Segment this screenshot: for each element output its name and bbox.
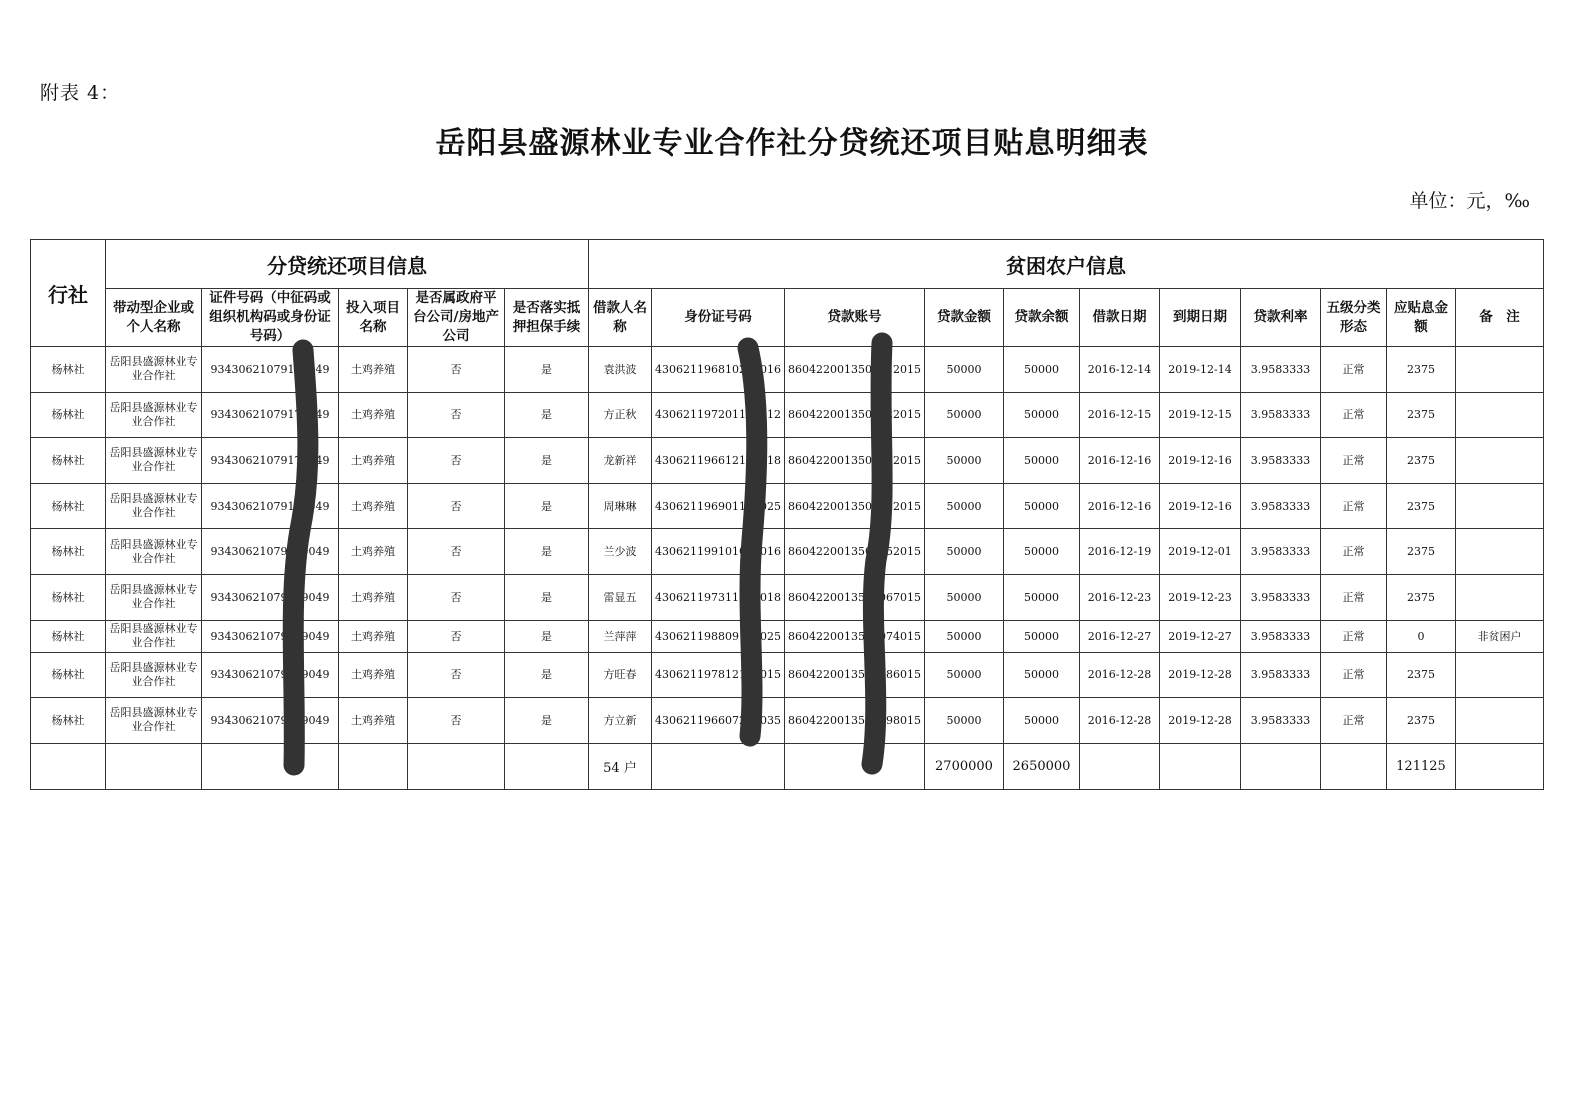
cell-due-date: 2019-12-14: [1159, 347, 1240, 393]
cell-cert-no: 93430621079179049: [202, 438, 339, 484]
cell-collateral: 是: [505, 620, 589, 652]
cell-gov-platform: 否: [408, 347, 505, 393]
cell-loan-balance: 50000: [1003, 698, 1079, 744]
cell-loan-balance: 50000: [1003, 529, 1079, 575]
header-loan-date: 借款日期: [1079, 289, 1159, 347]
cell-classification: 正常: [1320, 574, 1386, 620]
cell-rate: 3.9583333: [1240, 392, 1320, 438]
cell-project: 土鸡养殖: [339, 574, 408, 620]
cell-loan-amount: 50000: [924, 620, 1003, 652]
cell-account: 8604220013500067015: [785, 574, 925, 620]
cell-borrower: 袁洪波: [589, 347, 652, 393]
totals-empty: [652, 743, 785, 789]
table-row: [31, 620, 1544, 652]
totals-empty: [202, 743, 339, 789]
totals-empty: [31, 743, 106, 789]
header-subsidy: 应贴息金额: [1386, 289, 1455, 347]
cell-branch: 杨林社: [31, 574, 106, 620]
cell-branch: 杨林社: [31, 483, 106, 529]
cell-loan-amount: 50000: [924, 392, 1003, 438]
totals-loan-amount: 2700000: [924, 743, 1003, 789]
cell-cert-no: 93430621079179049: [202, 620, 339, 652]
cell-company: 岳阳县盛源林业专业合作社: [106, 620, 202, 652]
cell-borrower: 兰萍萍: [589, 620, 652, 652]
appendix-label: 附表 4：: [40, 82, 121, 104]
cell-gov-platform: 否: [408, 529, 505, 575]
cell-collateral: 是: [505, 574, 589, 620]
cell-branch: 杨林社: [31, 529, 106, 575]
cell-id-no: 430621196612121018: [652, 438, 785, 484]
header-branch: 行社: [31, 240, 106, 347]
cell-remark: 非贫困户: [1455, 620, 1543, 652]
header-company: 带动型企业或个人名称: [106, 289, 202, 347]
cell-borrower: 龙新祥: [589, 438, 652, 484]
cell-company: 岳阳县盛源林业专业合作社: [106, 438, 202, 484]
table-row: [31, 438, 1544, 484]
cell-loan-amount: 50000: [924, 652, 1003, 698]
totals-empty: [1240, 743, 1320, 789]
cell-loan-date: 2016-12-28: [1079, 652, 1159, 698]
table-row: [31, 574, 1544, 620]
cell-classification: 正常: [1320, 652, 1386, 698]
cell-rate: 3.9583333: [1240, 529, 1320, 575]
cell-rate: 3.9583333: [1240, 620, 1320, 652]
cell-rate: 3.9583333: [1240, 347, 1320, 393]
cell-gov-platform: 否: [408, 574, 505, 620]
cell-classification: 正常: [1320, 483, 1386, 529]
cell-loan-balance: 50000: [1003, 652, 1079, 698]
header-classification: 五级分类形态: [1320, 289, 1386, 347]
cell-loan-balance: 50000: [1003, 392, 1079, 438]
cell-gov-platform: 否: [408, 392, 505, 438]
cell-rate: 3.9583333: [1240, 483, 1320, 529]
cell-due-date: 2019-12-28: [1159, 698, 1240, 744]
cell-collateral: 是: [505, 652, 589, 698]
cell-collateral: 是: [505, 347, 589, 393]
cell-loan-amount: 50000: [924, 698, 1003, 744]
cell-gov-platform: 否: [408, 483, 505, 529]
cell-collateral: 是: [505, 698, 589, 744]
cell-account: 8604220013500012015: [785, 347, 925, 393]
cell-cert-no: 93430621079179049: [202, 347, 339, 393]
cell-loan-amount: 50000: [924, 347, 1003, 393]
cell-cert-no: 93430621079179049: [202, 483, 339, 529]
cell-rate: 3.9583333: [1240, 438, 1320, 484]
cell-cert-no: 93430621079179049: [202, 652, 339, 698]
cell-project: 土鸡养殖: [339, 620, 408, 652]
header-due-date: 到期日期: [1159, 289, 1240, 347]
cell-id-no: 430621198809120025: [652, 620, 785, 652]
cell-branch: 杨林社: [31, 698, 106, 744]
totals-empty: [106, 743, 202, 789]
cell-due-date: 2019-12-16: [1159, 438, 1240, 484]
cell-borrower: 雷显五: [589, 574, 652, 620]
table-row: [31, 483, 1544, 529]
cell-loan-balance: 50000: [1003, 347, 1079, 393]
cell-subsidy: 2375: [1386, 438, 1455, 484]
cell-remark: [1455, 392, 1543, 438]
cell-cert-no: 93430621079179049: [202, 698, 339, 744]
cell-company: 岳阳县盛源林业专业合作社: [106, 483, 202, 529]
cell-remark: [1455, 652, 1543, 698]
cell-cert-no: 93430621079179049: [202, 574, 339, 620]
cell-collateral: 是: [505, 438, 589, 484]
cell-loan-date: 2016-12-15: [1079, 392, 1159, 438]
header-project-info: 分贷统还项目信息: [106, 240, 589, 289]
cell-account: 8604220013500022015: [785, 392, 925, 438]
totals-empty: [339, 743, 408, 789]
cell-rate: 3.9583333: [1240, 698, 1320, 744]
header-id-no: 身份证号码: [652, 289, 785, 347]
cell-borrower: 方旺春: [589, 652, 652, 698]
totals-empty: [1079, 743, 1159, 789]
cell-loan-date: 2016-12-16: [1079, 438, 1159, 484]
cell-rate: 3.9583333: [1240, 652, 1320, 698]
header-household-info: 贫困农户信息: [589, 240, 1544, 289]
cell-id-no: 430621199101010016: [652, 529, 785, 575]
cell-subsidy: 2375: [1386, 529, 1455, 575]
cell-loan-balance: 50000: [1003, 483, 1079, 529]
cell-classification: 正常: [1320, 620, 1386, 652]
cell-branch: 杨林社: [31, 438, 106, 484]
totals-empty: [505, 743, 589, 789]
cell-remark: [1455, 347, 1543, 393]
cell-subsidy: 2375: [1386, 698, 1455, 744]
cell-company: 岳阳县盛源林业专业合作社: [106, 698, 202, 744]
cell-loan-date: 2016-12-28: [1079, 698, 1159, 744]
cell-subsidy: 2375: [1386, 574, 1455, 620]
cell-id-no: 430621197311130018: [652, 574, 785, 620]
cell-project: 土鸡养殖: [339, 698, 408, 744]
cell-project: 土鸡养殖: [339, 438, 408, 484]
cell-borrower: 方正秋: [589, 392, 652, 438]
cell-remark: [1455, 483, 1543, 529]
totals-empty: [408, 743, 505, 789]
totals-empty: [1320, 743, 1386, 789]
cell-project: 土鸡养殖: [339, 392, 408, 438]
totals-empty: [785, 743, 925, 789]
cell-loan-date: 2016-12-19: [1079, 529, 1159, 575]
cell-gov-platform: 否: [408, 652, 505, 698]
cell-loan-amount: 50000: [924, 483, 1003, 529]
cell-company: 岳阳县盛源林业专业合作社: [106, 652, 202, 698]
totals-empty: [1159, 743, 1240, 789]
cell-loan-amount: 50000: [924, 438, 1003, 484]
cell-collateral: 是: [505, 392, 589, 438]
cell-subsidy: 2375: [1386, 652, 1455, 698]
cell-cert-no: 93430621079179049: [202, 529, 339, 575]
cell-due-date: 2019-12-23: [1159, 574, 1240, 620]
cell-collateral: 是: [505, 483, 589, 529]
cell-cert-no: 93430621079179049: [202, 392, 339, 438]
table-row: [31, 652, 1544, 698]
cell-id-no: 430621196607210035: [652, 698, 785, 744]
totals-row: [31, 743, 1544, 789]
cell-account: 8604220013500042015: [785, 483, 925, 529]
cell-collateral: 是: [505, 529, 589, 575]
cell-due-date: 2019-12-28: [1159, 652, 1240, 698]
page-title: 岳阳县盛源林业专业合作社分贷统还项目贴息明细表: [435, 126, 1149, 161]
cell-remark: [1455, 574, 1543, 620]
header-project: 投入项目名称: [339, 289, 408, 347]
cell-borrower: 方立新: [589, 698, 652, 744]
totals-loan-balance: 2650000: [1003, 743, 1079, 789]
cell-company: 岳阳县盛源林业专业合作社: [106, 392, 202, 438]
cell-loan-date: 2016-12-23: [1079, 574, 1159, 620]
cell-remark: [1455, 529, 1543, 575]
cell-remark: [1455, 698, 1543, 744]
cell-classification: 正常: [1320, 392, 1386, 438]
cell-loan-balance: 50000: [1003, 574, 1079, 620]
cell-loan-date: 2016-12-16: [1079, 483, 1159, 529]
cell-subsidy: 2375: [1386, 347, 1455, 393]
header-gov-platform: 是否属政府平台公司/房地产公司: [408, 289, 505, 347]
unit-label: 单位：元，‰: [1409, 190, 1530, 212]
cell-due-date: 2019-12-27: [1159, 620, 1240, 652]
totals-subsidy: 121125: [1386, 743, 1455, 789]
cell-project: 土鸡养殖: [339, 529, 408, 575]
header-rate: 贷款利率: [1240, 289, 1320, 347]
cell-branch: 杨林社: [31, 620, 106, 652]
table-row: [31, 392, 1544, 438]
cell-branch: 杨林社: [31, 652, 106, 698]
cell-company: 岳阳县盛源林业专业合作社: [106, 529, 202, 575]
table-row: [31, 698, 1544, 744]
cell-loan-amount: 50000: [924, 529, 1003, 575]
cell-due-date: 2019-12-15: [1159, 392, 1240, 438]
cell-project: 土鸡养殖: [339, 652, 408, 698]
cell-borrower: 周琳琳: [589, 483, 652, 529]
cell-id-no: 430621197812120015: [652, 652, 785, 698]
cell-project: 土鸡养殖: [339, 483, 408, 529]
cell-subsidy: 2375: [1386, 392, 1455, 438]
header-cert-no: 证件号码（中征码或组织机构码或身份证号码）: [202, 289, 339, 347]
header-account: 贷款账号: [785, 289, 925, 347]
cell-loan-date: 2016-12-27: [1079, 620, 1159, 652]
cell-id-no: 430621197201102212: [652, 392, 785, 438]
cell-company: 岳阳县盛源林业专业合作社: [106, 347, 202, 393]
cell-company: 岳阳县盛源林业专业合作社: [106, 574, 202, 620]
cell-account: 8604220013500052015: [785, 529, 925, 575]
cell-classification: 正常: [1320, 438, 1386, 484]
cell-loan-amount: 50000: [924, 574, 1003, 620]
header-remark: 备 注: [1455, 289, 1543, 347]
cell-classification: 正常: [1320, 529, 1386, 575]
cell-project: 土鸡养殖: [339, 347, 408, 393]
cell-rate: 3.9583333: [1240, 574, 1320, 620]
table-row: [31, 347, 1544, 393]
cell-due-date: 2019-12-16: [1159, 483, 1240, 529]
totals-empty: [1455, 743, 1543, 789]
cell-account: 8604220013500098015: [785, 698, 925, 744]
header-loan-amount: 贷款金额: [924, 289, 1003, 347]
cell-branch: 杨林社: [31, 347, 106, 393]
cell-subsidy: 0: [1386, 620, 1455, 652]
cell-classification: 正常: [1320, 698, 1386, 744]
cell-classification: 正常: [1320, 347, 1386, 393]
cell-loan-date: 2016-12-14: [1079, 347, 1159, 393]
cell-loan-balance: 50000: [1003, 438, 1079, 484]
header-borrower: 借款人名称: [589, 289, 652, 347]
cell-loan-balance: 50000: [1003, 620, 1079, 652]
header-loan-balance: 贷款余额: [1003, 289, 1079, 347]
cell-id-no: 430621196901150025: [652, 483, 785, 529]
header-collateral: 是否落实抵押担保手续: [505, 289, 589, 347]
cell-account: 8604220013500032015: [785, 438, 925, 484]
cell-gov-platform: 否: [408, 620, 505, 652]
table-row: [31, 529, 1544, 575]
cell-borrower: 兰少波: [589, 529, 652, 575]
cell-gov-platform: 否: [408, 698, 505, 744]
cell-branch: 杨林社: [31, 392, 106, 438]
cell-subsidy: 2375: [1386, 483, 1455, 529]
cell-account: 8604220013500074015: [785, 620, 925, 652]
cell-account: 8604220013500086015: [785, 652, 925, 698]
cell-due-date: 2019-12-01: [1159, 529, 1240, 575]
subsidy-detail-table: [30, 239, 1544, 790]
cell-remark: [1455, 438, 1543, 484]
table-body: [31, 347, 1544, 744]
cell-id-no: 430621196810226016: [652, 347, 785, 393]
cell-gov-platform: 否: [408, 438, 505, 484]
totals-households: 54 户: [589, 743, 652, 789]
